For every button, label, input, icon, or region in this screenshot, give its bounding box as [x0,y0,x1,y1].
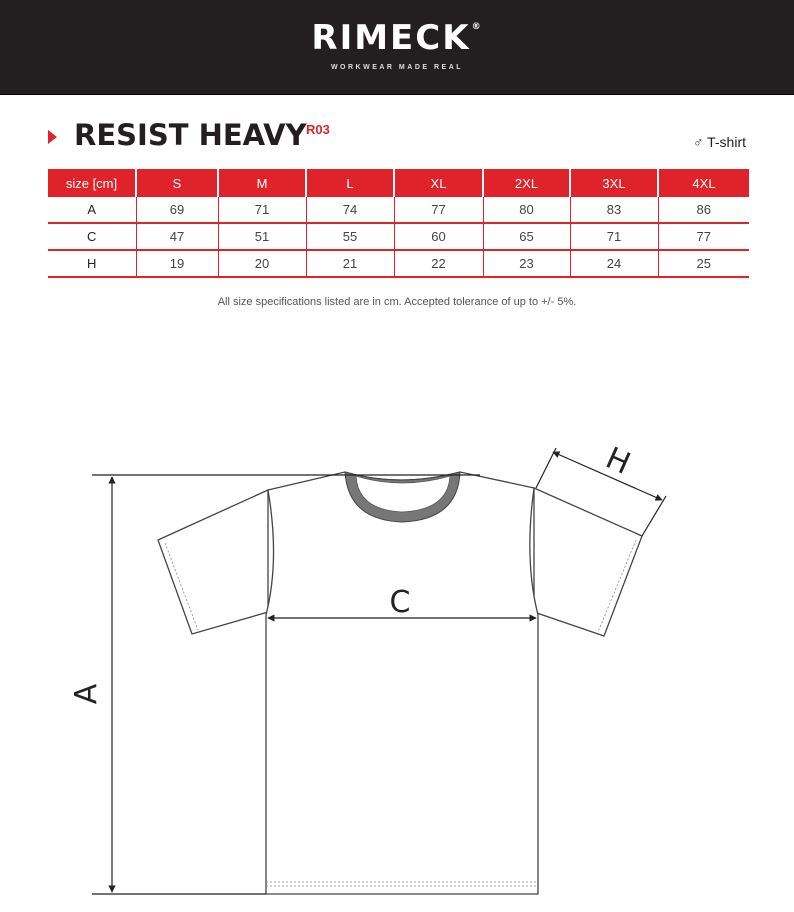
header-cell: S [136,169,218,197]
size-table-header [48,169,749,197]
size-table [48,169,749,278]
product-code: R03 [306,122,330,137]
table-cell: H [48,250,136,277]
header-cell: M [218,169,306,197]
left-sleeve [158,490,268,634]
right-sleeve [534,488,642,636]
label-h: H [600,440,636,482]
header-cell: L [306,169,394,197]
table-cell: 21 [306,250,394,277]
brand-header [0,0,794,95]
table-cell: 22 [394,250,483,277]
table-row [48,223,749,250]
table-cell: 55 [306,223,394,250]
arrow-right-icon [48,130,57,144]
table-cell: 60 [394,223,483,250]
tolerance-note: All size specifications listed are in cm. Accepted tolerance of up to +/- 5%. [217,296,577,308]
table-cell: 19 [136,250,218,277]
header-cell: XL [394,169,483,197]
table-cell: 24 [570,250,658,277]
table-cell: 25 [658,250,749,277]
product-name: RESIST HEAVY [74,118,307,152]
label-c: C [389,585,411,620]
table-cell: 77 [394,197,483,223]
table-cell: 80 [483,197,570,223]
tshirt-outline [158,472,642,894]
table-cell: 65 [483,223,570,250]
registered-mark: ® [471,22,483,32]
table-cell: 47 [136,223,218,250]
table-row [48,250,749,277]
table-cell: 71 [218,197,306,223]
table-row [48,197,749,223]
table-cell: 77 [658,223,749,250]
header-cell: size [cm] [48,169,136,197]
torso [266,472,538,894]
tshirt-diagram [0,430,794,910]
brand-name: RIMECK [311,18,471,58]
table-cell: 86 [658,197,749,223]
male-icon: ♂ [692,134,704,150]
product-type-label: T-shirt [707,134,746,150]
table-cell: 20 [218,250,306,277]
product-type [693,134,746,150]
table-cell: 83 [570,197,658,223]
brand-tagline: WORKWEAR MADE REAL [330,64,464,71]
table-cell: 71 [570,223,658,250]
table-cell: 74 [306,197,394,223]
brand-logo [0,18,794,58]
header-cell: 3XL [570,169,658,197]
table-cell: 23 [483,250,570,277]
table-cell: 51 [218,223,306,250]
header-cell: 2XL [483,169,570,197]
label-a: A [69,683,104,705]
table-cell: 69 [136,197,218,223]
table-cell: A [48,197,136,223]
header-cell: 4XL [658,169,749,197]
table-cell: C [48,223,136,250]
